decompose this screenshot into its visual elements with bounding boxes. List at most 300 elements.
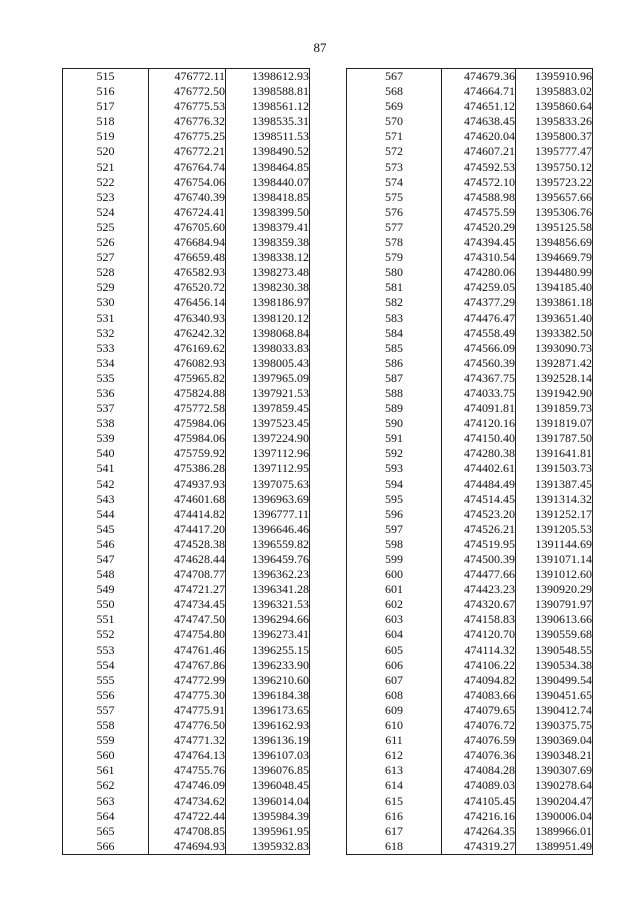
coordinates-table-right [346, 68, 593, 855]
point-number: 614 [347, 778, 442, 793]
y-coordinate: 1398005.43 [226, 356, 310, 371]
y-coordinate: 1391012.60 [516, 567, 593, 582]
table-row [63, 416, 310, 431]
y-coordinate: 1396459.76 [226, 552, 310, 567]
y-coordinate: 1397523.45 [226, 416, 310, 431]
y-coordinate: 1398561.12 [226, 99, 310, 114]
point-number: 615 [347, 794, 442, 809]
x-coordinate: 474216.16 [442, 809, 516, 824]
x-coordinate: 475759.92 [149, 446, 226, 461]
x-coordinate: 474079.65 [442, 703, 516, 718]
x-coordinate: 476775.53 [149, 99, 226, 114]
y-coordinate: 1395984.39 [226, 809, 310, 824]
table-row [347, 446, 593, 461]
point-number: 602 [347, 597, 442, 612]
x-coordinate: 474091.81 [442, 401, 516, 416]
table-row [63, 446, 310, 461]
point-number: 611 [347, 733, 442, 748]
x-coordinate: 476169.62 [149, 341, 226, 356]
y-coordinate: 1390534.38 [516, 658, 593, 673]
x-coordinate: 474722.44 [149, 809, 226, 824]
table-row [63, 507, 310, 522]
y-coordinate: 1391503.73 [516, 461, 593, 476]
x-coordinate: 476456.14 [149, 295, 226, 310]
point-number: 591 [347, 431, 442, 446]
x-coordinate: 474033.75 [442, 386, 516, 401]
y-coordinate: 1393861.18 [516, 295, 593, 310]
y-coordinate: 1391071.14 [516, 552, 593, 567]
table-row [63, 522, 310, 537]
x-coordinate: 474638.45 [442, 114, 516, 129]
point-number: 600 [347, 567, 442, 582]
table-row [347, 235, 593, 250]
point-number: 551 [63, 612, 149, 627]
point-number: 534 [63, 356, 149, 371]
point-number: 530 [63, 295, 149, 310]
y-coordinate: 1390412.74 [516, 703, 593, 718]
point-number: 564 [63, 809, 149, 824]
y-coordinate: 1391819.07 [516, 416, 593, 431]
point-number: 618 [347, 839, 442, 855]
point-number: 516 [63, 84, 149, 99]
table-row [63, 748, 310, 763]
x-coordinate: 474775.91 [149, 703, 226, 718]
table-row [347, 658, 593, 673]
point-number: 578 [347, 235, 442, 250]
y-coordinate: 1396294.66 [226, 612, 310, 627]
table-row [347, 643, 593, 658]
point-number: 560 [63, 748, 149, 763]
point-number: 555 [63, 673, 149, 688]
point-number: 568 [347, 84, 442, 99]
table-row [63, 718, 310, 733]
point-number: 612 [347, 748, 442, 763]
point-number: 541 [63, 461, 149, 476]
table-row [347, 190, 593, 205]
table-row [63, 567, 310, 582]
point-number: 609 [347, 703, 442, 718]
table-row [347, 326, 593, 341]
y-coordinate: 1395306.76 [516, 205, 593, 220]
point-number: 545 [63, 522, 149, 537]
x-coordinate: 474746.09 [149, 778, 226, 793]
point-number: 539 [63, 431, 149, 446]
x-coordinate: 474761.46 [149, 643, 226, 658]
y-coordinate: 1390348.21 [516, 748, 593, 763]
y-coordinate: 1398379.41 [226, 220, 310, 235]
x-coordinate: 474377.29 [442, 295, 516, 310]
point-number: 523 [63, 190, 149, 205]
x-coordinate: 474417.20 [149, 522, 226, 537]
table-row [347, 416, 593, 431]
x-coordinate: 474083.66 [442, 688, 516, 703]
y-coordinate: 1390204.47 [516, 794, 593, 809]
point-number: 565 [63, 824, 149, 839]
y-coordinate: 1396341.28 [226, 582, 310, 597]
x-coordinate: 474558.49 [442, 326, 516, 341]
y-coordinate: 1393651.40 [516, 311, 593, 326]
point-number: 580 [347, 265, 442, 280]
table-row [347, 522, 593, 537]
point-number: 561 [63, 763, 149, 778]
point-number: 556 [63, 688, 149, 703]
x-coordinate: 476772.11 [149, 69, 226, 85]
table-row [63, 99, 310, 114]
x-coordinate: 474519.95 [442, 537, 516, 552]
x-coordinate: 474484.49 [442, 477, 516, 492]
point-number: 589 [347, 401, 442, 416]
table-row [63, 280, 310, 295]
x-coordinate: 474764.13 [149, 748, 226, 763]
y-coordinate: 1398033.83 [226, 341, 310, 356]
table-row [63, 778, 310, 793]
x-coordinate: 476684.94 [149, 235, 226, 250]
table-row [63, 492, 310, 507]
table-row [63, 763, 310, 778]
table-row [63, 205, 310, 220]
point-number: 521 [63, 160, 149, 175]
x-coordinate: 474708.77 [149, 567, 226, 582]
point-number: 550 [63, 597, 149, 612]
y-coordinate: 1390613.66 [516, 612, 593, 627]
x-coordinate: 474259.05 [442, 280, 516, 295]
y-coordinate: 1397112.96 [226, 446, 310, 461]
point-number: 518 [63, 114, 149, 129]
y-coordinate: 1396362.23 [226, 567, 310, 582]
x-coordinate: 474775.30 [149, 688, 226, 703]
y-coordinate: 1397965.09 [226, 371, 310, 386]
point-number: 595 [347, 492, 442, 507]
y-coordinate: 1390375.75 [516, 718, 593, 733]
table-row [63, 673, 310, 688]
table-row [347, 733, 593, 748]
point-number: 554 [63, 658, 149, 673]
y-coordinate: 1396646.46 [226, 522, 310, 537]
x-coordinate: 474076.59 [442, 733, 516, 748]
x-coordinate: 476242.32 [149, 326, 226, 341]
y-coordinate: 1393382.50 [516, 326, 593, 341]
y-coordinate: 1391205.53 [516, 522, 593, 537]
point-number: 529 [63, 280, 149, 295]
point-number: 601 [347, 582, 442, 597]
x-coordinate: 476705.60 [149, 220, 226, 235]
table-row [347, 311, 593, 326]
table-row [63, 341, 310, 356]
table-row [63, 552, 310, 567]
y-coordinate: 1391314.32 [516, 492, 593, 507]
table-row [347, 688, 593, 703]
table-row [63, 733, 310, 748]
y-coordinate: 1396162.93 [226, 718, 310, 733]
y-coordinate: 1398230.38 [226, 280, 310, 295]
y-coordinate: 1395657.66 [516, 190, 593, 205]
point-number: 522 [63, 175, 149, 190]
point-number: 566 [63, 839, 149, 855]
point-number: 549 [63, 582, 149, 597]
point-number: 584 [347, 326, 442, 341]
table-row [63, 401, 310, 416]
y-coordinate: 1396777.11 [226, 507, 310, 522]
y-coordinate: 1396173.65 [226, 703, 310, 718]
table-row [347, 341, 593, 356]
point-number: 572 [347, 144, 442, 159]
table-row [347, 748, 593, 763]
coordinates-table-left [62, 68, 310, 855]
point-number: 581 [347, 280, 442, 295]
point-number: 607 [347, 673, 442, 688]
point-number: 520 [63, 144, 149, 159]
x-coordinate: 474414.82 [149, 507, 226, 522]
x-coordinate: 474937.93 [149, 477, 226, 492]
y-coordinate: 1398511.53 [226, 129, 310, 144]
table-row [347, 673, 593, 688]
y-coordinate: 1391252.17 [516, 507, 593, 522]
y-coordinate: 1398612.93 [226, 69, 310, 85]
x-coordinate: 474767.86 [149, 658, 226, 673]
point-number: 562 [63, 778, 149, 793]
y-coordinate: 1395800.37 [516, 129, 593, 144]
y-coordinate: 1395860.64 [516, 99, 593, 114]
x-coordinate: 474628.44 [149, 552, 226, 567]
y-coordinate: 1390451.65 [516, 688, 593, 703]
table-row [63, 477, 310, 492]
table-row [347, 220, 593, 235]
table-row [347, 144, 593, 159]
x-coordinate: 474772.99 [149, 673, 226, 688]
y-coordinate: 1391942.90 [516, 386, 593, 401]
x-coordinate: 474476.47 [442, 311, 516, 326]
x-coordinate: 474588.98 [442, 190, 516, 205]
y-coordinate: 1391387.45 [516, 477, 593, 492]
y-coordinate: 1391641.81 [516, 446, 593, 461]
table-row [63, 129, 310, 144]
table-row [347, 205, 593, 220]
y-coordinate: 1390559.68 [516, 627, 593, 642]
y-coordinate: 1396107.03 [226, 748, 310, 763]
point-number: 583 [347, 311, 442, 326]
point-number: 533 [63, 341, 149, 356]
y-coordinate: 1394856.69 [516, 235, 593, 250]
y-coordinate: 1396076.85 [226, 763, 310, 778]
x-coordinate: 476775.25 [149, 129, 226, 144]
point-number: 538 [63, 416, 149, 431]
table-row [347, 160, 593, 175]
x-coordinate: 474158.83 [442, 612, 516, 627]
x-coordinate: 474694.93 [149, 839, 226, 855]
x-coordinate: 474150.40 [442, 431, 516, 446]
point-number: 616 [347, 809, 442, 824]
y-coordinate: 1394669.79 [516, 250, 593, 265]
point-number: 575 [347, 190, 442, 205]
table-row [347, 839, 593, 855]
y-coordinate: 1395125.58 [516, 220, 593, 235]
point-number: 608 [347, 688, 442, 703]
y-coordinate: 1391787.50 [516, 431, 593, 446]
x-coordinate: 476776.32 [149, 114, 226, 129]
x-coordinate: 476772.50 [149, 84, 226, 99]
table-row [347, 627, 593, 642]
y-coordinate: 1398273.48 [226, 265, 310, 280]
table-row [63, 386, 310, 401]
point-number: 535 [63, 371, 149, 386]
table-row [347, 356, 593, 371]
x-coordinate: 474734.45 [149, 597, 226, 612]
page-number: 87 [313, 40, 327, 55]
y-coordinate: 1398588.81 [226, 84, 310, 99]
table-row [63, 160, 310, 175]
y-coordinate: 1390791.97 [516, 597, 593, 612]
table-row [347, 461, 593, 476]
y-coordinate: 1398120.12 [226, 311, 310, 326]
point-number: 531 [63, 311, 149, 326]
table-row [63, 114, 310, 129]
point-number: 582 [347, 295, 442, 310]
x-coordinate: 476724.41 [149, 205, 226, 220]
point-number: 571 [347, 129, 442, 144]
table-row [347, 295, 593, 310]
point-number: 563 [63, 794, 149, 809]
x-coordinate: 474120.70 [442, 627, 516, 642]
point-number: 569 [347, 99, 442, 114]
y-coordinate: 1398418.85 [226, 190, 310, 205]
x-coordinate: 475386.28 [149, 461, 226, 476]
table-row [63, 311, 310, 326]
y-coordinate: 1398490.52 [226, 144, 310, 159]
x-coordinate: 474651.12 [442, 99, 516, 114]
x-coordinate: 474620.04 [442, 129, 516, 144]
table-row [347, 597, 593, 612]
table-row [347, 824, 593, 839]
x-coordinate: 474601.68 [149, 492, 226, 507]
table-row [63, 627, 310, 642]
x-coordinate: 474094.82 [442, 673, 516, 688]
table-row [347, 492, 593, 507]
x-coordinate: 474592.53 [442, 160, 516, 175]
y-coordinate: 1395932.83 [226, 839, 310, 855]
point-number: 604 [347, 627, 442, 642]
y-coordinate: 1395723.22 [516, 175, 593, 190]
table-row [63, 84, 310, 99]
y-coordinate: 1397224.90 [226, 431, 310, 446]
x-coordinate: 474566.09 [442, 341, 516, 356]
x-coordinate: 474477.66 [442, 567, 516, 582]
y-coordinate: 1395833.26 [516, 114, 593, 129]
table-row [347, 371, 593, 386]
x-coordinate: 474320.67 [442, 597, 516, 612]
point-number: 532 [63, 326, 149, 341]
table-row [63, 235, 310, 250]
table-row [347, 386, 593, 401]
x-coordinate: 474423.23 [442, 582, 516, 597]
y-coordinate: 1395777.47 [516, 144, 593, 159]
x-coordinate: 474679.36 [442, 69, 516, 85]
x-coordinate: 474754.80 [149, 627, 226, 642]
x-coordinate: 474528.38 [149, 537, 226, 552]
point-number: 524 [63, 205, 149, 220]
table-row [63, 356, 310, 371]
table-row [347, 582, 593, 597]
table-row [63, 144, 310, 159]
y-coordinate: 1396184.38 [226, 688, 310, 703]
point-number: 593 [347, 461, 442, 476]
point-number: 588 [347, 386, 442, 401]
x-coordinate: 474520.29 [442, 220, 516, 235]
point-number: 547 [63, 552, 149, 567]
table-row [347, 809, 593, 824]
table-row [63, 809, 310, 824]
y-coordinate: 1392871.42 [516, 356, 593, 371]
x-coordinate: 474514.45 [442, 492, 516, 507]
table-row [347, 537, 593, 552]
point-number: 536 [63, 386, 149, 401]
table-row [347, 507, 593, 522]
x-coordinate: 474106.22 [442, 658, 516, 673]
x-coordinate: 474084.28 [442, 763, 516, 778]
point-number: 540 [63, 446, 149, 461]
y-coordinate: 1394480.99 [516, 265, 593, 280]
point-number: 558 [63, 718, 149, 733]
x-coordinate: 474523.20 [442, 507, 516, 522]
table-row [347, 69, 593, 85]
x-coordinate: 475984.06 [149, 416, 226, 431]
y-coordinate: 1398399.50 [226, 205, 310, 220]
y-coordinate: 1397112.95 [226, 461, 310, 476]
table-row [63, 643, 310, 658]
y-coordinate: 1397921.53 [226, 386, 310, 401]
y-coordinate: 1398359.38 [226, 235, 310, 250]
x-coordinate: 475984.06 [149, 431, 226, 446]
table-row [63, 175, 310, 190]
table-row [63, 295, 310, 310]
y-coordinate: 1396559.82 [226, 537, 310, 552]
x-coordinate: 474575.59 [442, 205, 516, 220]
x-coordinate: 476740.39 [149, 190, 226, 205]
y-coordinate: 1389966.01 [516, 824, 593, 839]
y-coordinate: 1390369.04 [516, 733, 593, 748]
y-coordinate: 1394185.40 [516, 280, 593, 295]
y-coordinate: 1390307.69 [516, 763, 593, 778]
point-number: 590 [347, 416, 442, 431]
point-number: 605 [347, 643, 442, 658]
x-coordinate: 474734.62 [149, 794, 226, 809]
y-coordinate: 1391144.69 [516, 537, 593, 552]
point-number: 525 [63, 220, 149, 235]
point-number: 527 [63, 250, 149, 265]
table-row [63, 839, 310, 855]
table-row [347, 280, 593, 295]
table-row [63, 69, 310, 85]
x-coordinate: 474264.35 [442, 824, 516, 839]
x-coordinate: 476582.93 [149, 265, 226, 280]
x-coordinate: 474664.71 [442, 84, 516, 99]
y-coordinate: 1389951.49 [516, 839, 593, 855]
y-coordinate: 1398068.84 [226, 326, 310, 341]
table-row [347, 794, 593, 809]
table-row [63, 612, 310, 627]
x-coordinate: 474771.32 [149, 733, 226, 748]
y-coordinate: 1390920.29 [516, 582, 593, 597]
x-coordinate: 474280.38 [442, 446, 516, 461]
point-number: 586 [347, 356, 442, 371]
table-row [347, 778, 593, 793]
y-coordinate: 1390499.54 [516, 673, 593, 688]
point-number: 546 [63, 537, 149, 552]
point-number: 603 [347, 612, 442, 627]
point-number: 576 [347, 205, 442, 220]
table-row [347, 477, 593, 492]
point-number: 519 [63, 129, 149, 144]
y-coordinate: 1396963.69 [226, 492, 310, 507]
